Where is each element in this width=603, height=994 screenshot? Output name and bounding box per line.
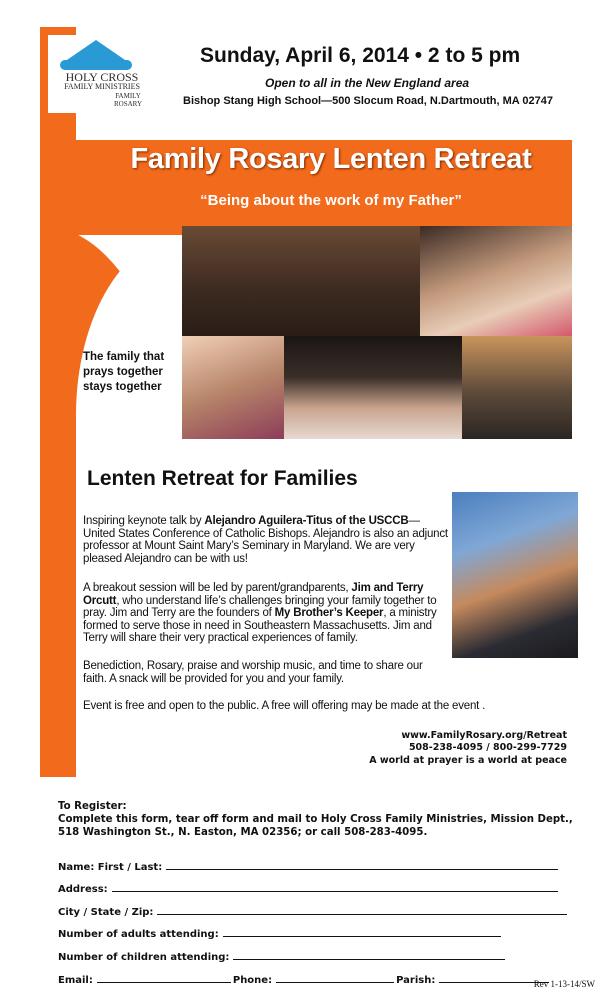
registration-instructions	[58, 800, 578, 839]
address-label: Address:	[58, 884, 108, 896]
children-field[interactable]	[233, 949, 505, 960]
house-icon	[64, 40, 128, 62]
website-link[interactable]: www.FamilyRosary.org/Retreat	[401, 730, 567, 741]
name-field[interactable]	[166, 859, 558, 870]
photo-child-praying	[420, 226, 572, 336]
email-field[interactable]	[97, 972, 231, 983]
breakout-paragraph	[83, 582, 448, 645]
photo-family-group	[284, 336, 462, 439]
phone-numbers: 508-238-4095 / 800-299-7729	[408, 742, 567, 754]
form-row	[58, 873, 578, 896]
activities-paragraph: Benediction, Rosary, praise and worship music, and time to share our faith. A snack will be provided for you and your family.	[83, 660, 423, 685]
form-row	[58, 940, 578, 963]
registration-heading: To Register:	[58, 801, 127, 812]
parish-label: Parish:	[396, 974, 436, 986]
photo-jim-and-terry	[452, 492, 578, 658]
event-venue: Bishop Stang High School—500 Slocum Road, N.Dartmouth, MA 02747	[183, 95, 553, 107]
speaker-name: Alejandro Aguilera-Titus of the USCCB	[204, 515, 409, 527]
phone-label: Phone:	[232, 974, 273, 986]
form-row	[58, 850, 578, 873]
ministry-name: My Brother’s Keeper	[274, 607, 384, 620]
form-row	[58, 895, 578, 918]
city-label: City / State / Zip:	[58, 906, 154, 918]
photo-congregation-praying	[182, 226, 420, 336]
name-label: Name: First / Last:	[58, 861, 163, 873]
text: , who understand life’s challenges bringing your family together to pray. Jim and Terry are the founders of	[83, 594, 437, 620]
address-field[interactable]	[112, 881, 558, 892]
motto: A world at prayer is a world at peace	[369, 754, 567, 766]
revision-note: Rev 1-13-14/SW	[533, 979, 595, 989]
wave-icon	[60, 60, 132, 70]
text: —United States Conference of Catholic Bishops. Alejandro is also an adjunct professor at Mount Saint Mary’s Seminary in Maryland. We are very pleased Alejandro can be with us!	[83, 515, 448, 565]
event-audience: Open to all in the New England area	[265, 76, 470, 90]
adults-label: Number of adults attending:	[58, 929, 219, 941]
registration-text: Complete this form, tear off form and mail to Holy Cross Family Ministries, Mission Dept., 518 Washington St., N. Easton, MA 02356; or call 508-283-4095.	[58, 814, 573, 838]
section-title: Lenten Retreat for Families	[87, 467, 358, 490]
admission-paragraph: Event is free and open to the public. A free will offering may be made at the event .	[83, 700, 486, 712]
photo-church-crowd	[462, 336, 572, 439]
text: A breakout session will be led by parent/grandparents,	[83, 582, 352, 594]
form-row	[58, 963, 578, 986]
email-label: Email:	[58, 974, 93, 986]
phone-field[interactable]	[276, 972, 394, 983]
page-title: Family Rosary Lenten Retreat	[130, 143, 532, 175]
leader-names: Jim and Terry Orcutt	[83, 582, 424, 607]
city-state-zip-field[interactable]	[157, 904, 567, 915]
registration-form	[58, 850, 578, 986]
form-row	[58, 918, 578, 941]
logo-name: HOLY CROSS	[65, 70, 139, 84]
photo-children-drawing	[182, 336, 284, 439]
text: , a ministry formed to serve those in need in Southeastern Massachusetts. Jim and Terry will share their very practical experiences of family.	[83, 607, 437, 645]
tagline: The family that prays together stays together	[83, 351, 165, 393]
logo-program: FAMILY ROSARY	[113, 92, 142, 108]
children-label: Number of children attending:	[58, 951, 230, 963]
event-date: Sunday, April 6, 2014 • 2 to 5 pm	[200, 44, 521, 67]
contact-block	[369, 730, 567, 767]
page-subtitle: “Being about the work of my Father”	[200, 192, 462, 209]
logo-subtitle: FAMILY MINISTRIES	[64, 82, 140, 91]
keynote-paragraph	[83, 515, 448, 565]
adults-field[interactable]	[223, 926, 501, 937]
text: Inspiring keynote talk by	[83, 515, 205, 527]
